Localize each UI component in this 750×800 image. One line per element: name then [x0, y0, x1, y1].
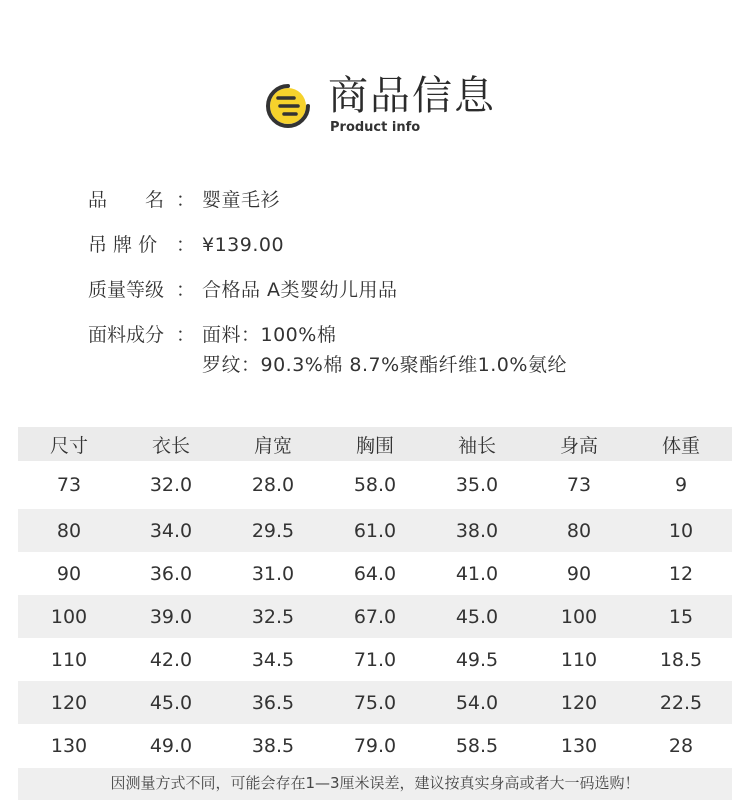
table-row — [18, 724, 732, 767]
info-row-grade — [88, 276, 728, 321]
table-cell: 120 — [528, 681, 630, 724]
table-cell: 67.0 — [324, 595, 426, 638]
table-cell: 54.0 — [426, 681, 528, 724]
table-row — [18, 509, 732, 552]
material-value-fabric: 面料：100%棉 — [202, 324, 337, 346]
table-cell: 110 — [50, 648, 88, 671]
grade-label: 质量等级 — [88, 279, 165, 301]
table-cell: 71.0 — [353, 648, 397, 671]
table-cell: 34.0 — [120, 509, 222, 552]
material-value-rib: 罗纹：90.3%棉 8.7%聚酯纤维1.0%氨纶 — [202, 354, 567, 376]
table-cell: 42.0 — [149, 648, 193, 671]
table-cell: 73 — [566, 474, 592, 496]
column-header-shoulder: 肩宽 — [253, 434, 292, 457]
table-cell: 9 — [674, 474, 688, 496]
column-header-size: 尺寸 — [49, 434, 88, 457]
price-colon: ： — [176, 234, 196, 256]
table-cell: 28 — [668, 734, 694, 757]
column-header-height: 身高 — [559, 434, 598, 457]
page-title: 商品信息 — [328, 73, 496, 119]
table-cell: 58.0 — [353, 474, 397, 496]
table-cell: 36.0 — [149, 562, 193, 585]
table-cell: 49.5 — [455, 648, 499, 671]
table-cell: 38.0 — [426, 509, 528, 552]
table-cell: 32.5 — [222, 595, 324, 638]
grade-colon: ： — [176, 279, 196, 301]
table-cell: 28.0 — [251, 474, 295, 496]
table-header-row — [18, 427, 732, 461]
measurement-note: 因测量方式不同，可能会存在1—3厘米误差，建议按真实身高或者大一码选购！ — [18, 768, 732, 800]
table-cell: 15 — [630, 595, 732, 638]
table-row — [18, 552, 732, 595]
table-cell: 41.0 — [455, 562, 499, 585]
product-info-list — [88, 186, 728, 376]
table-cell: 58.5 — [455, 734, 499, 757]
table-cell: 130 — [50, 734, 88, 757]
column-header-weight: 体重 — [661, 434, 700, 457]
price-value: ¥139.00 — [202, 234, 285, 256]
table-cell: 120 — [18, 681, 120, 724]
table-cell: 31.0 — [251, 562, 295, 585]
material-colon: ： — [176, 324, 196, 346]
table-cell: 34.5 — [251, 648, 295, 671]
table-cell: 49.0 — [149, 734, 193, 757]
table-cell: 22.5 — [630, 681, 732, 724]
product-info-header — [264, 74, 504, 140]
table-cell: 39.0 — [120, 595, 222, 638]
column-header-chest: 胸围 — [355, 434, 394, 457]
table-cell: 38.5 — [251, 734, 295, 757]
table-cell: 75.0 — [324, 681, 426, 724]
table-cell: 61.0 — [324, 509, 426, 552]
table-cell: 45.0 — [120, 681, 222, 724]
table-cell: 90 — [56, 562, 82, 585]
table-cell: 90 — [566, 562, 592, 585]
table-cell: 73 — [56, 474, 82, 496]
table-cell: 12 — [668, 562, 694, 585]
table-cell: 100 — [18, 595, 120, 638]
table-cell: 32.0 — [149, 474, 193, 496]
table-cell: 80 — [528, 509, 630, 552]
info-row-name — [88, 186, 728, 231]
column-header-sleeve: 袖长 — [457, 434, 496, 457]
name-colon: ： — [176, 189, 196, 211]
table-cell: 18.5 — [659, 648, 703, 671]
material-label: 面料成分 — [88, 324, 165, 346]
name-value: 婴童毛衫 — [202, 189, 281, 211]
table-row — [18, 681, 732, 724]
table-row — [18, 638, 732, 681]
table-cell: 79.0 — [353, 734, 397, 757]
name-label: 品 名 — [88, 189, 165, 211]
table-row — [18, 595, 732, 638]
table-row — [18, 461, 732, 509]
table-cell: 100 — [528, 595, 630, 638]
table-cell: 36.5 — [222, 681, 324, 724]
page-subtitle: Product info — [330, 120, 421, 135]
table-cell: 130 — [560, 734, 598, 757]
info-row-price — [88, 231, 728, 276]
info-row-material — [88, 321, 728, 376]
document-list-icon — [264, 82, 312, 130]
table-cell: 110 — [560, 648, 598, 671]
table-cell: 45.0 — [426, 595, 528, 638]
table-cell: 29.5 — [222, 509, 324, 552]
table-cell: 35.0 — [455, 474, 499, 496]
size-table — [18, 427, 732, 767]
table-cell: 10 — [630, 509, 732, 552]
grade-value: 合格品 A类婴幼儿用品 — [202, 279, 398, 301]
table-cell: 64.0 — [353, 562, 397, 585]
table-cell: 80 — [18, 509, 120, 552]
column-header-length: 衣长 — [151, 434, 190, 457]
price-label: 吊 牌 价 — [88, 234, 158, 256]
